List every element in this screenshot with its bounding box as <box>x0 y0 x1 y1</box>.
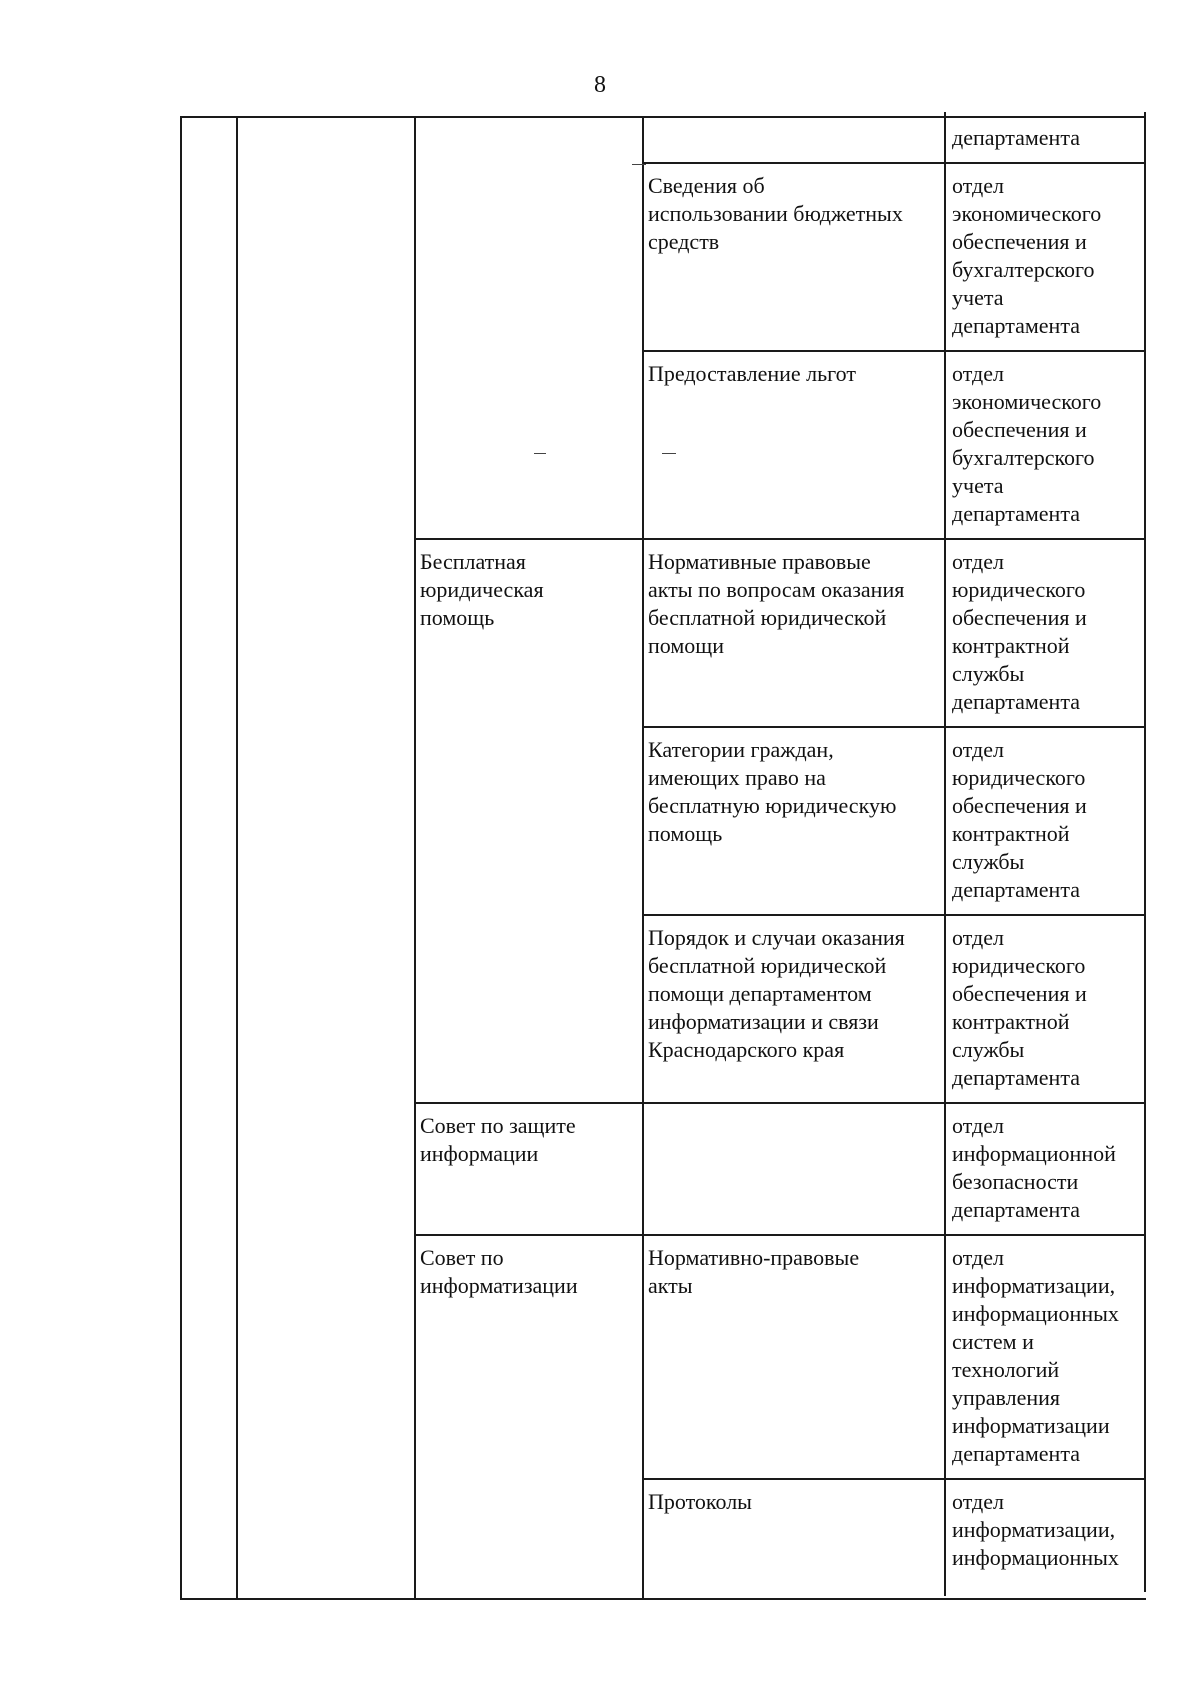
column-divider-4 <box>944 112 946 1596</box>
responsible-cell: отдел информационной безопасности департамента <box>952 1113 1116 1222</box>
responsible-cell: отдел экономического обеспечения и бухгалтерского учета департамента <box>952 361 1102 526</box>
section-cell: Совет по защите информации <box>420 1113 576 1166</box>
row-divider-8 <box>642 1478 1146 1480</box>
table-border-left <box>180 118 182 1600</box>
row-divider-5 <box>642 914 1146 916</box>
document-cell: Сведения об использовании бюджетных средств <box>648 173 903 254</box>
responsible-cell: отдел информатизации, информационных <box>952 1489 1119 1570</box>
row-divider-1 <box>642 162 1146 164</box>
row-divider-2 <box>642 350 1146 352</box>
scan-mark <box>662 453 676 454</box>
responsible-cell: отдел экономического обеспечения и бухгалтерского учета департамента <box>952 173 1102 338</box>
responsible-cell: отдел юридического обеспечения и контрактной службы департамента <box>952 549 1087 714</box>
row-divider-4 <box>642 726 1146 728</box>
records-table <box>190 112 1155 1600</box>
scan-mark <box>534 453 546 454</box>
responsible-cell: отдел юридического обеспечения и контрактной службы департамента <box>952 925 1087 1090</box>
document-cell: Нормативные правовые акты по вопросам оказания бесплатной юридической помощи <box>648 549 905 658</box>
document-cell: Нормативно-правовые акты <box>648 1245 860 1298</box>
responsible-cell: отдел юридического обеспечения и контрактной службы департамента <box>952 737 1087 902</box>
column-divider-1 <box>236 118 238 1600</box>
section-cell: Бесплатная юридическая помощь <box>420 549 544 630</box>
table-border-top <box>180 116 1146 118</box>
document-cell: Порядок и случаи оказания бесплатной юридической помощи департаментом информатизации и связи Краснодарского края <box>648 925 905 1062</box>
row-divider-3 <box>414 538 1146 540</box>
document-cell: Протоколы <box>648 1489 752 1514</box>
document-cell: Категории граждан, имеющих право на бесплатную юридическую помощь <box>648 737 897 846</box>
responsible-cell: департамента <box>952 125 1080 150</box>
column-divider-2 <box>414 118 416 1598</box>
row-divider-7 <box>414 1234 1146 1236</box>
section-cell: Совет по информатизации <box>420 1245 578 1298</box>
document-cell: Предоставление льгот <box>648 361 856 386</box>
page-number: 8 <box>594 72 606 98</box>
row-divider-6 <box>414 1102 1146 1104</box>
responsible-cell: отдел информатизации, информационных систем и технологий управления информатизации департамента <box>952 1245 1119 1466</box>
scan-mark <box>632 164 646 165</box>
table-border-right <box>1144 112 1146 1592</box>
column-divider-3 <box>642 116 644 1598</box>
table-border-bottom <box>180 1598 1146 1600</box>
